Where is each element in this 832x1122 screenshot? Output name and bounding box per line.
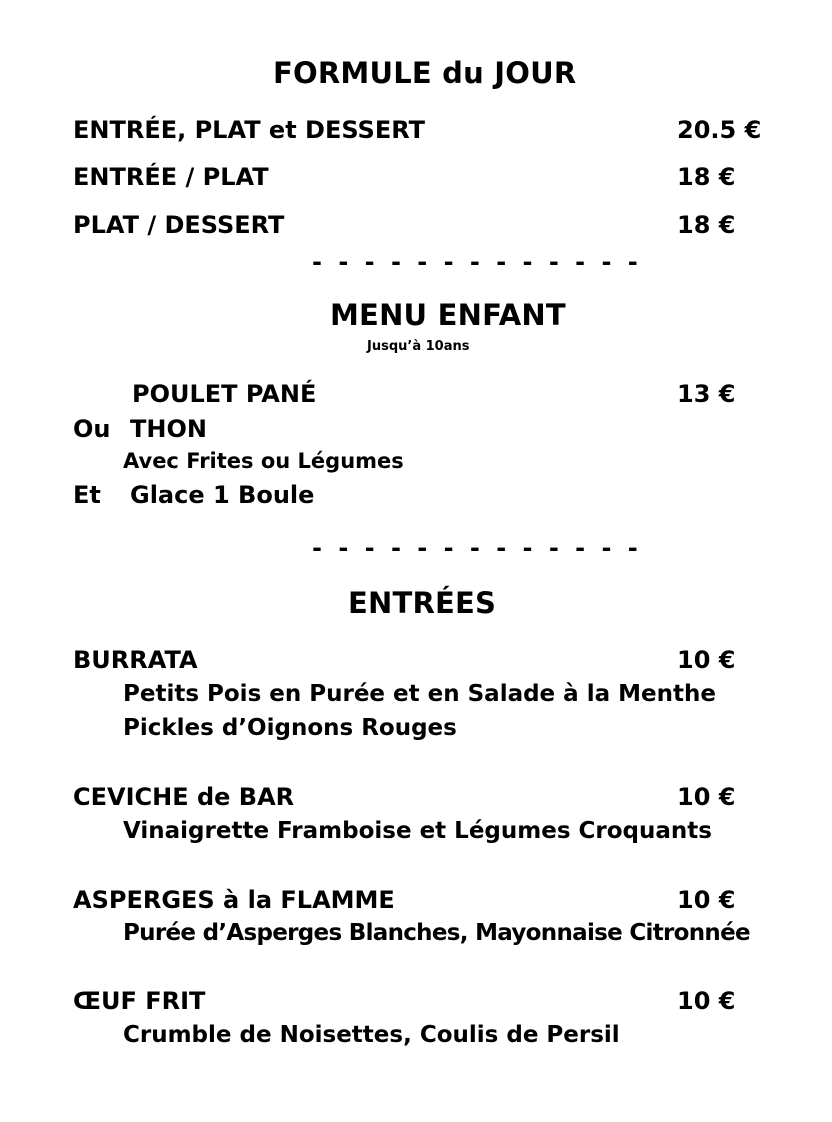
- entree-desc: Pickles d’Oignons Rouges: [123, 715, 457, 741]
- formule-row-label: ENTRÉE / PLAT: [73, 163, 269, 191]
- entrees-title: ENTRÉES: [348, 586, 497, 620]
- entree-price: 10 €: [677, 646, 736, 674]
- entree-price: 10 €: [677, 783, 736, 811]
- separator: - - - - - - - - - - - - -: [312, 534, 642, 562]
- enfant-price: 13 €: [677, 380, 736, 408]
- enfant-and-item: Glace 1 Boule: [130, 481, 315, 509]
- formule-row-label: PLAT / DESSERT: [73, 211, 285, 239]
- enfant-or-prefix: Ou: [73, 415, 111, 443]
- entree-name: ŒUF FRIT: [73, 987, 206, 1015]
- entree-name: CEVICHE de BAR: [73, 783, 295, 811]
- enfant-side: Avec Frites ou Légumes: [123, 449, 404, 473]
- entree-price: 10 €: [677, 886, 736, 914]
- formule-row-price: 20.5 €: [677, 116, 762, 144]
- separator: - - - - - - - - - - - - -: [312, 248, 642, 276]
- entree-name: BURRATA: [73, 646, 198, 674]
- enfant-main-item: POULET PANÉ: [132, 380, 317, 408]
- entree-name: ASPERGES à la FLAMME: [73, 886, 395, 914]
- enfant-subtitle: Jusqu’à 10ans: [367, 339, 470, 354]
- entree-desc: Crumble de Noisettes, Coulis de Persil: [123, 1022, 620, 1048]
- enfant-and-prefix: Et: [73, 481, 101, 509]
- formule-title: FORMULE du JOUR: [273, 56, 577, 90]
- formule-row-label: ENTRÉE, PLAT et DESSERT: [73, 116, 425, 144]
- formule-row-price: 18 €: [677, 163, 736, 191]
- entree-price: 10 €: [677, 987, 736, 1015]
- entree-desc: Purée d’Asperges Blanches, Mayonnaise Citronnée: [123, 920, 750, 946]
- formule-row-price: 18 €: [677, 211, 736, 239]
- enfant-title: MENU ENFANT: [330, 298, 566, 332]
- enfant-or-item: THON: [130, 415, 207, 443]
- entree-desc: Vinaigrette Framboise et Légumes Croquants: [123, 818, 712, 844]
- entree-desc: Petits Pois en Purée et en Salade à la Menthe: [123, 681, 716, 707]
